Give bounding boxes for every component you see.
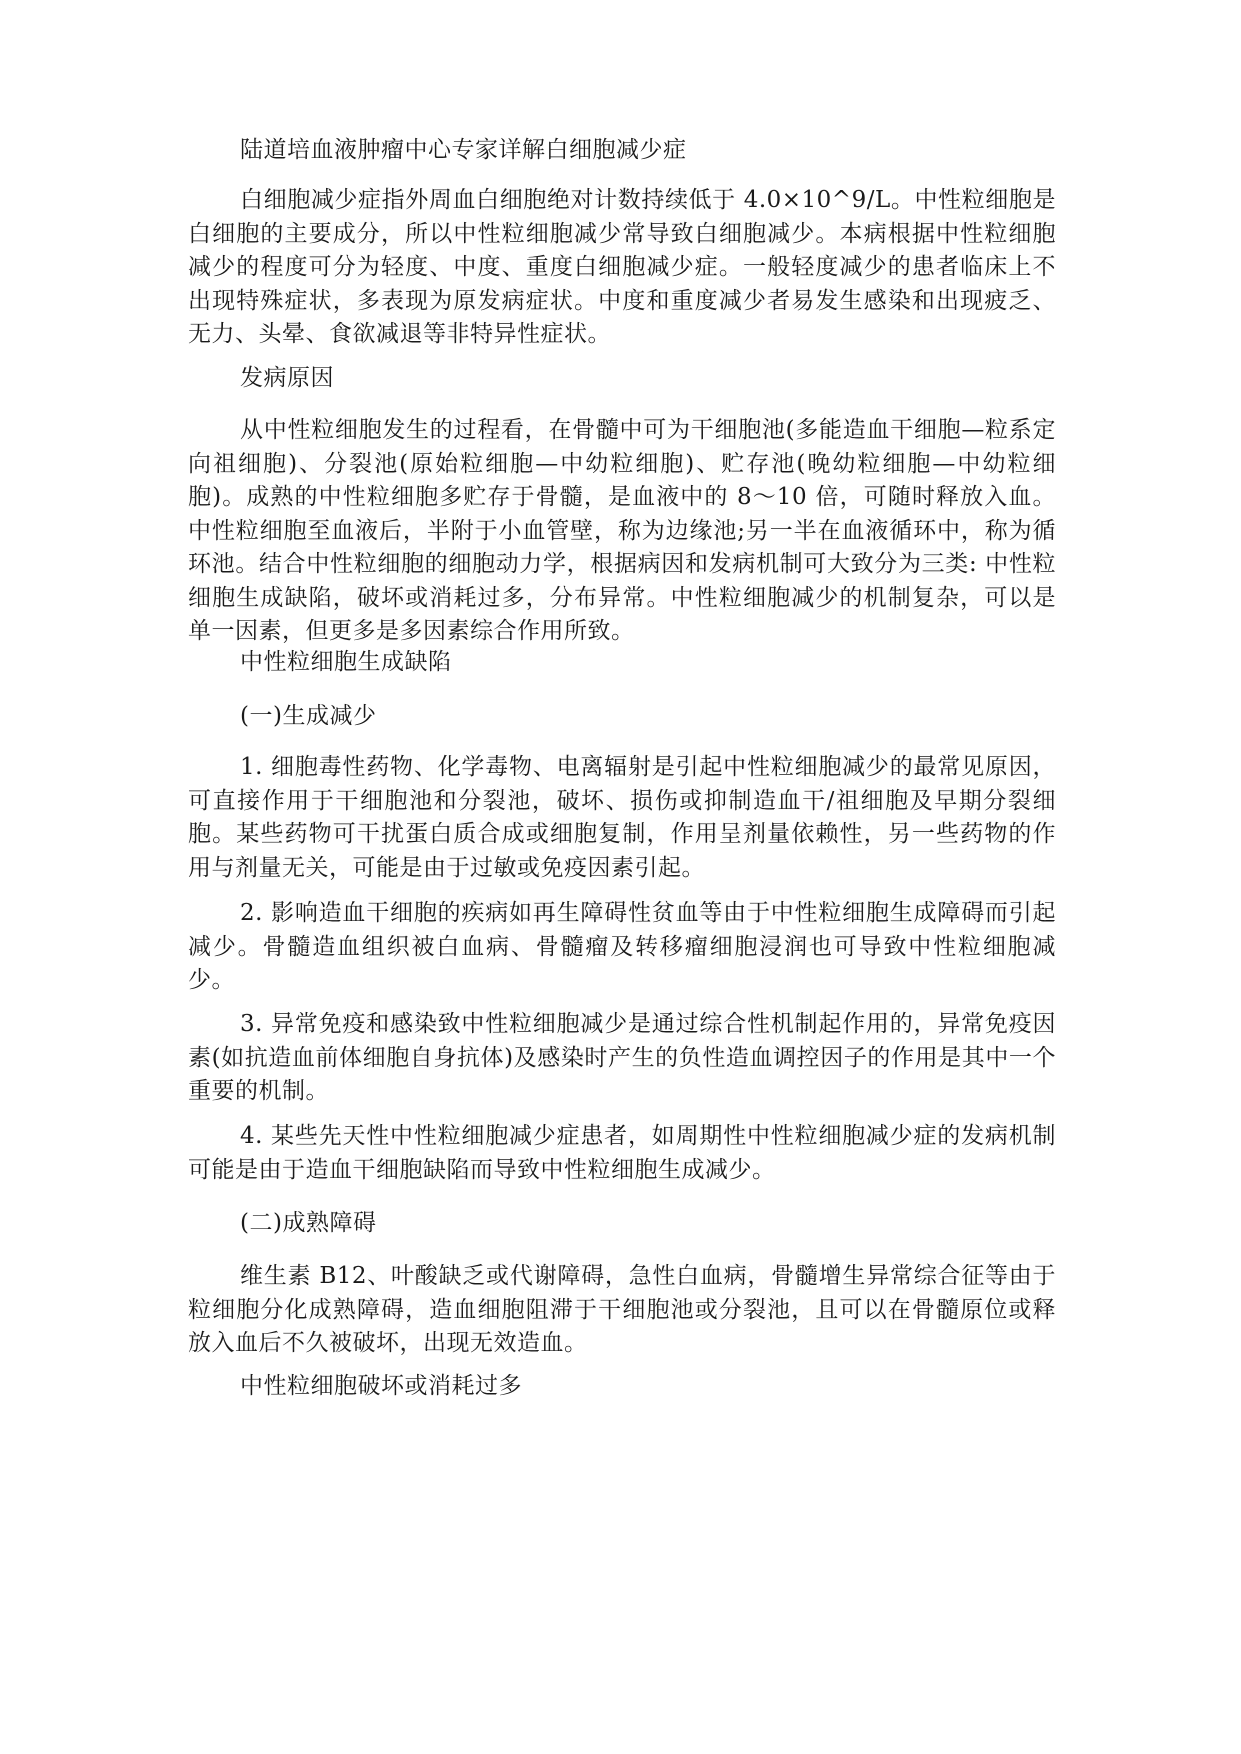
- cause-paragraph: 从中性粒细胞发生的过程看，在骨髓中可为干细胞池(多能造血干细胞—粒系定向祖细胞)、分裂池(原始粒细胞—中幼粒细胞)、贮存池(晚幼粒细胞—中幼粒细胞)。成熟的中性粒细胞多贮存于骨髓，是血液中的 8～10 倍，可随时释放入血。中性粒细胞至血液后，半附于小血管壁，称为边缘池;另一半在血液循环中，称为循环池。结合中性粒细胞的细胞动力学，根据病因和发病机制可大致分为三类: 中性粒细胞生成缺陷，破坏或消耗过多，分布异常。中性粒细胞减少的机制复杂，可以是单一因素，但更多是多因素综合作用所致。: [188, 417, 1056, 644]
- section-heading-defect: 中性粒细胞生成缺陷: [240, 649, 452, 675]
- subheading-reduced: (一)生成减少: [240, 703, 377, 729]
- item-paragraph-3: 3. 异常免疫和感染致中性粒细胞减少是通过综合性机制起作用的，异常免疫因素(如抗造血前体细胞自身抗体)及感染时产生的负性造血调控因子的作用是其中一个重要的机制。: [188, 1011, 1056, 1104]
- maturation-paragraph: 维生素 B12、叶酸缺乏或代谢障碍，急性白血病，骨髓增生异常综合征等由于粒细胞分化成熟障碍，造血细胞阻滞于干细胞池或分裂池，且可以在骨髓原位或释放入血后不久被破坏，出现无效造血。: [188, 1263, 1056, 1356]
- item-paragraph-2: 2. 影响造血干细胞的疾病如再生障碍性贫血等由于中性粒细胞生成障碍而引起减少。骨髓造血组织被白血病、骨髓瘤及转移瘤细胞浸润也可导致中性粒细胞减少。: [188, 900, 1056, 993]
- section-heading-destruction: 中性粒细胞破坏或消耗过多: [240, 1373, 522, 1399]
- item-paragraph-4: 4. 某些先天性中性粒细胞减少症患者，如周期性中性粒细胞减少症的发病机制可能是由于造血干细胞缺陷而导致中性粒细胞生成减少。: [188, 1123, 1056, 1183]
- item-paragraph-1: 1. 细胞毒性药物、化学毒物、电离辐射是引起中性粒细胞减少的最常见原因，可直接作用于干细胞池和分裂池，破坏、损伤或抑制造血干/祖细胞及早期分裂细胞。某些药物可干扰蛋白质合成或细胞复制，作用呈剂量依赖性，另一些药物的作用与剂量无关，可能是由于过敏或免疫因素引起。: [188, 754, 1056, 881]
- subheading-maturation: (二)成熟障碍: [240, 1210, 377, 1236]
- section-heading-cause: 发病原因: [240, 365, 334, 391]
- intro-paragraph: 白细胞减少症指外周血白细胞绝对计数持续低于 4.0×10^9/L。中性粒细胞是白细胞的主要成分，所以中性粒细胞减少常导致白细胞减少。本病根据中性粒细胞减少的程度可分为轻度、中度、重度白细胞减少症。一般轻度减少的患者临床上不出现特殊症状，多表现为原发病症状。中度和重度减少者易发生感染和出现疲乏、无力、头晕、食欲减退等非特异性症状。: [188, 187, 1056, 347]
- document-title: 陆道培血液肿瘤中心专家详解白细胞减少症: [240, 137, 687, 163]
